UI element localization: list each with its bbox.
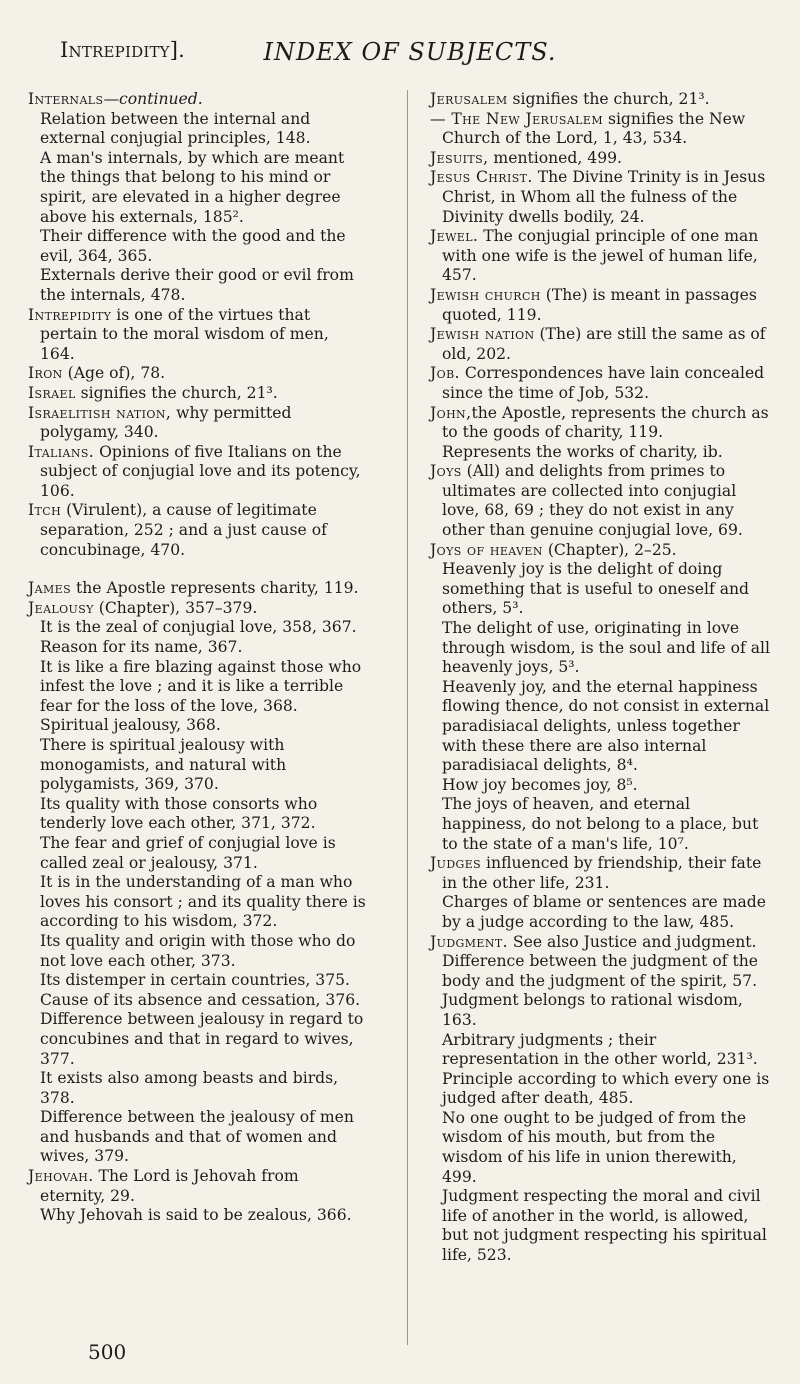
index-entry <box>430 110 775 149</box>
index-subentry: Judgment respecting the moral and civil life of another in the world, is allowed, but not judgment respecting his spiritual life, 523. <box>442 1187 767 1265</box>
index-subentry: The joys of heaven, and eternal happiness, do not belong to a place, but to the state of a man's life, 10⁷. <box>442 795 759 853</box>
running-head-title: INDEX OF SUBJECTS. <box>263 38 557 66</box>
index-entry-text: mentioned, 499. <box>488 148 623 167</box>
index-headword: Joys <box>430 462 462 481</box>
index-subentry: A man's internals, by which are meant the things that belong to his mind or spirit, are elevated in a higher degree above his externals, 185². <box>40 148 345 226</box>
index-entry <box>28 90 368 110</box>
index-entry <box>430 168 775 227</box>
index-entry-text: signifies the church, 21³. <box>507 90 710 108</box>
index-entry <box>28 443 368 502</box>
index-headword: Jewish nation <box>430 325 535 344</box>
index-headword: Jesuits, <box>430 148 489 167</box>
index-headword: Jesus Christ. <box>430 168 533 187</box>
index-entry-text: (All) and delights from primes to ultimates are collected into conjugial love, 68, 69 ; they do not exist in any other than genuine conjugial love, 69. <box>442 462 743 540</box>
index-entry-text: —continued. <box>103 90 203 108</box>
index-subentry: It is the zeal of conjugial love, 358, 367. <box>40 618 357 637</box>
index-entry-text: influenced by friendship, their fate in the other life, 231. <box>442 854 762 892</box>
index-entry <box>430 364 775 403</box>
running-head <box>60 38 760 68</box>
index-subentry: Reason for its name, 367. <box>40 638 243 657</box>
index-entry <box>430 90 775 110</box>
index-headword: Jehovah. <box>28 1167 94 1186</box>
index-entry-text: the Apostle represents charity, 119. <box>71 579 359 598</box>
index-entry <box>430 462 775 540</box>
index-entry-text: Correspondences have lain concealed since the time of Job, 532. <box>442 364 765 402</box>
letter-gap <box>28 560 368 579</box>
index-subentry: Its quality with those consorts who tenderly love each other, 371, 372. <box>40 794 318 833</box>
index-subentry: It is like a fire blazing against those who infest the love ; and it is like a terrible fear for the loss of the love, 368. <box>40 657 362 715</box>
index-subentry: Their difference with the good and the evil, 364, 365. <box>40 227 346 265</box>
index-subentry: Its quality and origin with those who do not love each other, 373. <box>40 931 356 970</box>
index-subentry: Why Jehovah is said to be zealous, 366. <box>40 1206 352 1225</box>
index-subentry: Represents the works of charity, ib. <box>442 442 723 461</box>
index-headword: Israel <box>28 383 76 402</box>
index-entry <box>28 306 368 365</box>
index-headword: Job. <box>430 364 460 383</box>
index-entry <box>28 1167 368 1206</box>
index-entry-text: (Virulent), a cause of legitimate separation, 252 ; and a just cause of concubinage, 470. <box>40 501 327 559</box>
index-subentry: Arbitrary judgments ; their representation in the other world, 231³. <box>442 1030 758 1069</box>
index-entry <box>28 599 368 619</box>
index-entry-text: The Lord is Jehovah from eternity, 29. <box>40 1167 299 1205</box>
index-entry <box>28 404 368 443</box>
index-subentry: Its distemper in certain countries, 375. <box>40 971 350 990</box>
running-head-section: Intrepidity]. <box>60 38 186 62</box>
index-subentry: The delight of use, originating in love through wisdom, is the soul and life of all heavenly joys, 5³. <box>442 619 771 677</box>
index-entry <box>28 501 368 560</box>
index-subentry: Charges of blame or sentences are made by a judge according to the law, 485. <box>442 893 767 931</box>
index-subentry: Difference between the jealousy of men and husbands and that of women and wives, 379. <box>40 1108 354 1166</box>
index-headword: Israelitish nation, <box>28 403 172 422</box>
page-number: 500 <box>88 1340 127 1364</box>
index-entry-text: (The) is meant in passages quoted, 119. <box>442 285 757 324</box>
index-entry-text: the Apostle, represents the church as to the goods of charity, 119. <box>442 403 769 442</box>
index-headword: Judges <box>430 854 482 873</box>
index-headword: Iron <box>28 364 63 383</box>
index-headword: Jerusalem <box>430 90 508 108</box>
index-headword: Jealousy <box>28 598 94 617</box>
index-subentry: Judgment belongs to rational wisdom, 163. <box>442 991 743 1029</box>
index-subentry: The fear and grief of conjugial love is called zeal or jealousy, 371. <box>40 833 336 872</box>
index-column-left <box>28 90 368 1226</box>
index-entry <box>430 286 775 325</box>
index-subentry: Heavenly joy, and the eternal happiness flowing thence, do not consist in external paradisiacal delights, unless together with these there are also internal paradisiacal delights, 8⁴. <box>442 677 770 775</box>
index-entry <box>430 933 775 992</box>
index-entry <box>430 541 775 561</box>
index-headword: John, <box>430 403 472 422</box>
index-headword: James <box>28 579 72 598</box>
index-entry-text: (Age of), 78. <box>62 364 166 383</box>
index-headword: Internals <box>28 90 104 108</box>
index-headword: Judgment. <box>430 932 508 951</box>
index-entry-text: is one of the virtues that pertain to the moral wisdom of men, 164. <box>40 305 329 363</box>
index-subentry: Cause of its absence and cessation, 376. <box>40 990 361 1009</box>
index-column-right <box>430 90 775 1266</box>
index-subentry: Relation between the internal and external conjugial principles, 148. <box>40 109 311 148</box>
index-entry <box>28 384 368 404</box>
index-subentry: Externals derive their good or evil from the internals, 478. <box>40 266 354 304</box>
index-entry <box>430 325 775 364</box>
index-subentry: It is in the understanding of a man who loves his consort ; and its quality there is according to his wisdom, 372. <box>40 873 366 931</box>
index-entry-text: The Divine Trinity is in Jesus Christ, in Whom all the fulness of the Divinity dwells bodily, 24. <box>442 168 766 226</box>
index-subentry: Heavenly joy is the delight of doing something that is useful to oneself and others, 5³. <box>442 560 750 618</box>
index-subentry: Difference between jealousy in regard to concubines and that in regard to wives, 377. <box>40 1010 364 1068</box>
index-subentry: Spiritual jealousy, 368. <box>40 716 221 735</box>
index-subentry: How joy becomes joy, 8⁵. <box>442 775 638 794</box>
index-entry <box>430 227 775 286</box>
index-entry-text: signifies the church, 21³. <box>75 383 278 402</box>
index-headword: Jewel. <box>430 227 479 246</box>
index-headword: Joys of heaven <box>430 540 543 559</box>
index-entry-text: (Chapter), 357–379. <box>93 598 258 617</box>
index-entry <box>430 854 775 893</box>
index-entry <box>28 579 368 599</box>
column-divider <box>407 90 408 1345</box>
index-headword: Italians. <box>28 442 95 461</box>
index-entry-text: why permitted polygamy, 340. <box>40 403 292 442</box>
index-entry-text: Opinions of five Italians on the subject of conjugial love and its potency, 106. <box>40 442 361 500</box>
index-entry-text: The conjugial principle of one man with one wife is the jewel of human life, 457. <box>442 227 759 285</box>
index-entry <box>430 404 775 443</box>
index-entry <box>28 364 368 384</box>
index-entry-text: signifies the New Church of the Lord, 1, 43, 534. <box>442 109 746 148</box>
index-entry-text: See also Justice and judgment. Difference between the judgment of the body and the judgment of the spirit, 57. <box>442 932 758 990</box>
index-subentry: It exists also among beasts and birds, 378. <box>40 1069 339 1107</box>
index-headword: Intrepidity <box>28 305 112 324</box>
index-entry <box>430 149 775 169</box>
index-headword: Itch <box>28 501 62 520</box>
index-headword: — The New Jerusalem <box>430 109 603 128</box>
index-headword: Jewish church <box>430 285 541 304</box>
index-entry-text: (Chapter), 2–25. <box>542 540 677 559</box>
index-entry-text: (The) are still the same as of old, 202. <box>442 325 766 363</box>
index-subentry: There is spiritual jealousy with monogamists, and natural with polygamists, 369, 370. <box>40 736 287 794</box>
index-subentry: No one ought to be judged of from the wisdom of his mouth, but from the wisdom of his life in union therewith, 499. <box>442 1108 747 1186</box>
index-subentry: Principle according to which every one is judged after death, 485. <box>442 1069 770 1108</box>
